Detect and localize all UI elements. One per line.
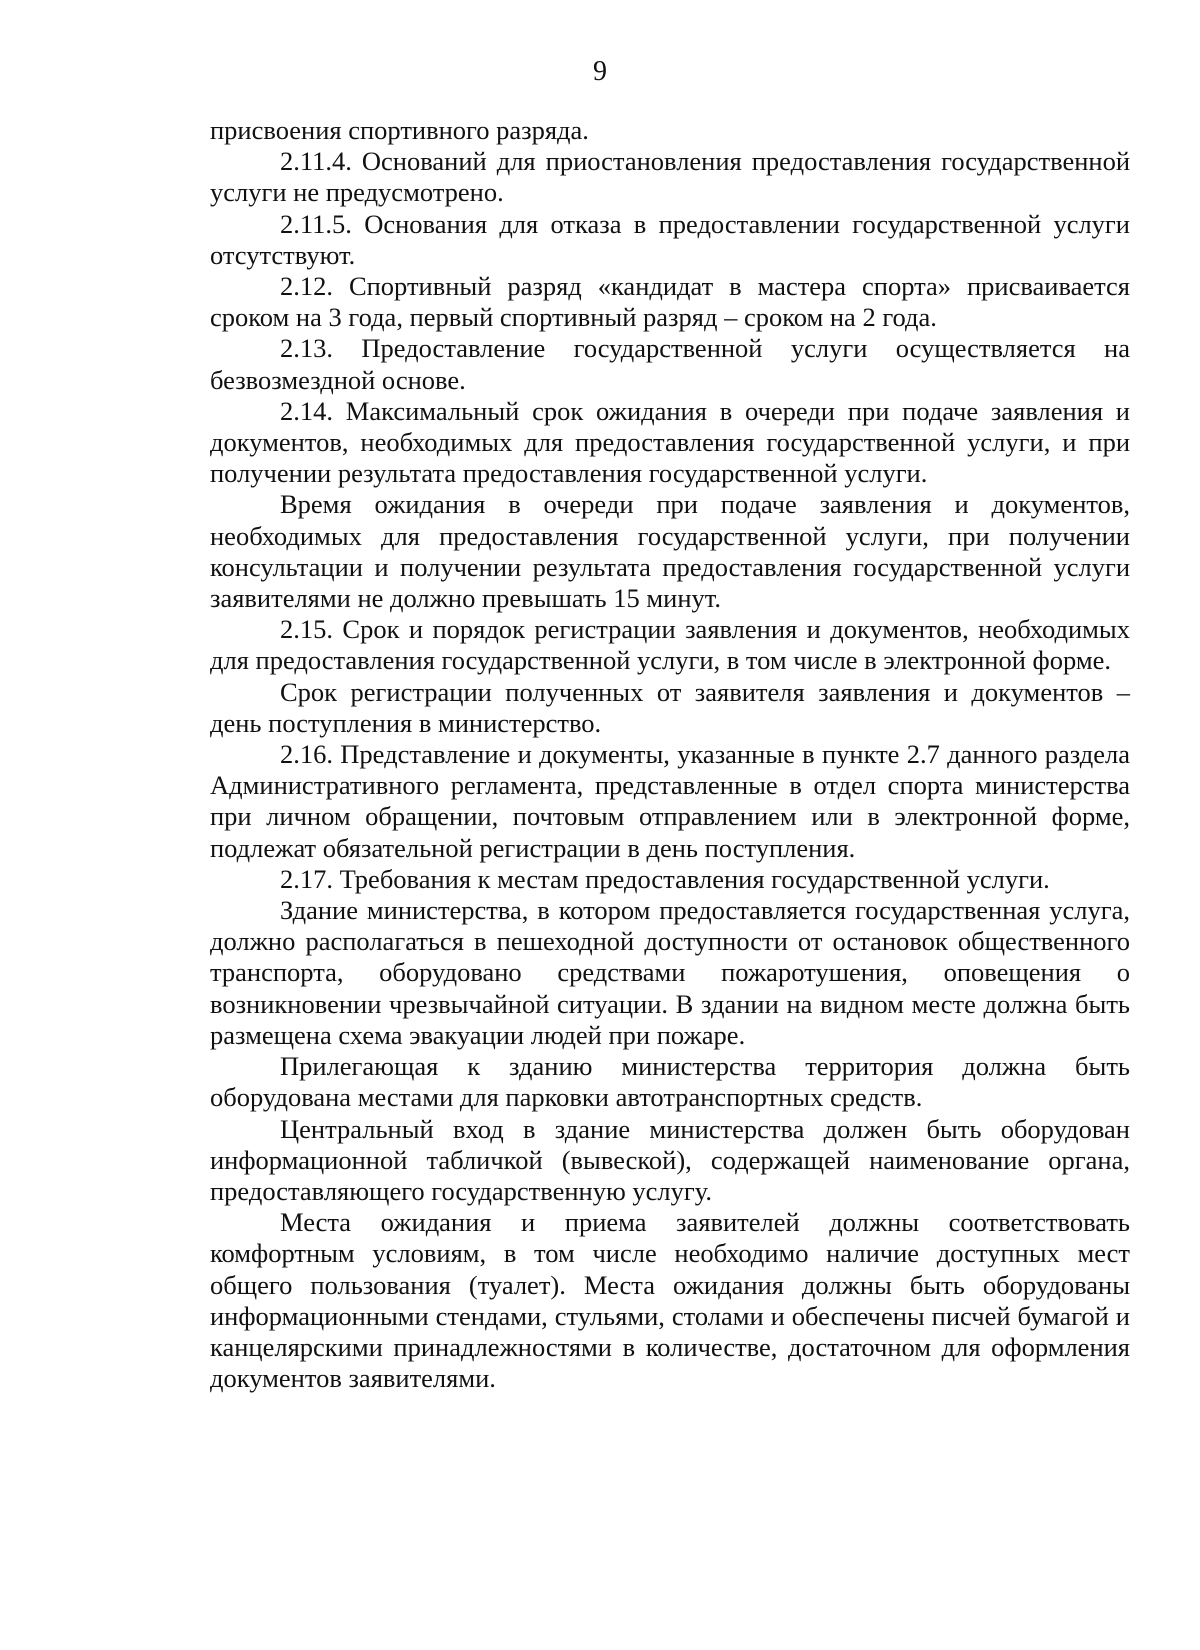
document-body	[210, 115, 1130, 1394]
paragraph-2-17: 2.17. Требования к местам предоставления государственной услуги.	[280, 863, 1050, 894]
paragraph-2-11-4: 2.11.4. Оснований для приостановления предоставления государственной услуги не предусмотрено.	[210, 146, 1130, 208]
page-number: 9	[593, 56, 607, 87]
paragraph-2-15: 2.15. Срок и порядок регистрации заявления и документов, необходимых для предоставления государственной услуги, в том числе в электронной форме.	[210, 614, 1130, 676]
paragraph-entrance-sign: Центральный вход в здание министерства должен быть оборудован информационной табличкой (вывеской), содержащей наименование органа, предоставляющего государственную услугу.	[210, 1113, 1130, 1206]
paragraph-2-14: 2.14. Максимальный срок ожидания в очереди при подаче заявления и документов, необходимых для предоставления государственной услуги, и при получении результата предоставления государственной услуги.	[210, 395, 1130, 489]
paragraph-2-13: 2.13. Предоставление государственной услуги осуществляется на безвозмездной основе.	[210, 333, 1130, 395]
paragraph-2-16: 2.16. Представление и документы, указанные в пункте 2.7 данного раздела Административного регламента, представленные в отдел спорта министерства при личном обращении, почтовым отправлением или в электронной форме, подлежат обязательной регистрации в день поступления.	[210, 739, 1130, 863]
paragraph-continuation: присвоения спортивного разряда.	[210, 115, 589, 145]
paragraph-2-11-5: 2.11.5. Основания для отказа в предоставлении государственной услуги отсутствуют.	[210, 208, 1130, 270]
paragraph-building-requirements: Здание министерства, в котором предоставляется государственная услуга, должно располагаться в пешеходной доступности от остановок общественного транспорта, оборудовано средствами пожаротушения, оповещения о возникновении чрезвычайной ситуации. В здании на видном месте должна быть размещена схема эвакуации людей при пожаре.	[210, 895, 1130, 1050]
paragraph-waiting-places: Места ожидания и приема заявителей должны соответствовать комфортным условиям, в том числе необходимо наличие доступных мест общего пользования (туалет). Места ожидания должны быть оборудованы информационными стендами, стульями, столами и обеспечены писчей бумагой и канцелярскими принадлежностями в количестве, достаточном для оформления документов заявителями.	[210, 1207, 1130, 1394]
paragraph-2-12: 2.12. Спортивный разряд «кандидат в мастера спорта» присваивается сроком на 3 года, первый спортивный разряд – сроком на 2 года.	[210, 271, 1130, 333]
paragraph-registration-term: Срок регистрации полученных от заявителя заявления и документов – день поступления в министерство.	[210, 676, 1130, 738]
paragraph-waiting-time: Время ожидания в очереди при подаче заявления и документов, необходимых для предоставления государственной услуги, при получении консультации и получении результата предоставления государственной услуги заявителями не должно превышать 15 минут.	[210, 489, 1130, 614]
paragraph-parking: Прилегающая к зданию министерства территория должна быть оборудована местами для парковки автотранспортных средств.	[210, 1051, 1130, 1113]
